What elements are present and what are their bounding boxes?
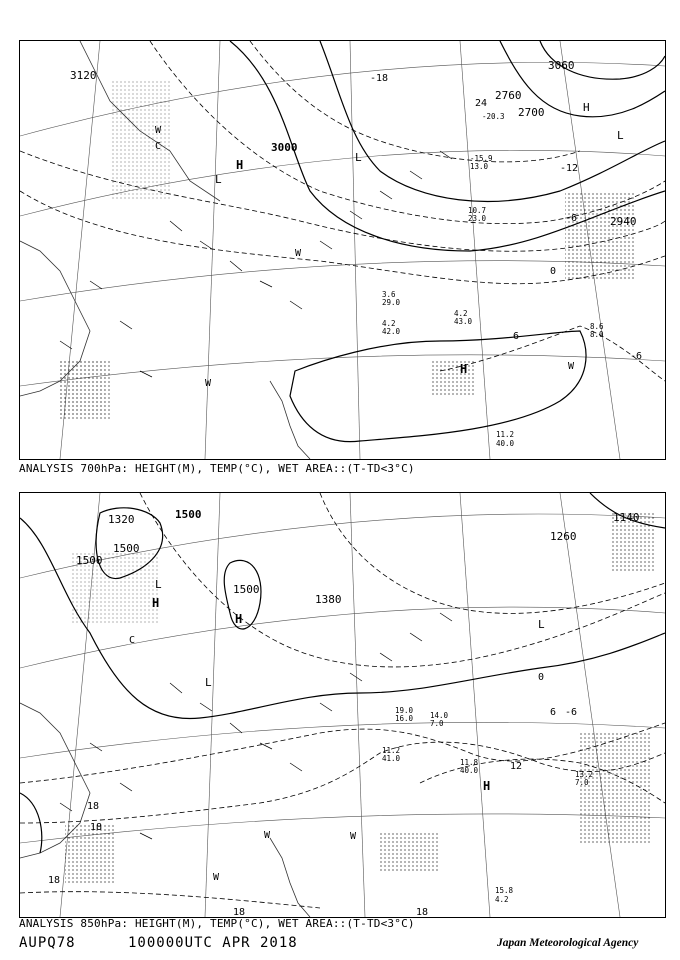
station-value: 29.0: [382, 298, 401, 307]
height-label: 1500: [175, 508, 202, 521]
temp-label: -6: [630, 351, 643, 362]
temp-label: 18: [416, 907, 429, 917]
station-value: 43.0: [454, 317, 473, 326]
temp-label: -6: [565, 213, 578, 224]
station-value: 40.0: [496, 439, 515, 448]
station-value: 19.0: [395, 706, 414, 715]
high-center: H: [236, 158, 244, 172]
warm-mark: W: [213, 872, 220, 883]
station-value: 4.2: [382, 319, 396, 328]
height-label: 1260: [550, 530, 577, 543]
height-label: 2700: [518, 106, 545, 119]
map-panel-700hpa: [19, 40, 666, 460]
station-value: 40.0: [460, 766, 479, 775]
high-center: H: [583, 101, 590, 114]
cold-mark: C: [155, 141, 162, 152]
height-label: 1500: [76, 554, 103, 567]
temp-label: 0: [538, 672, 545, 683]
height-label: 3060: [548, 59, 575, 72]
station-value: 24: [475, 98, 488, 109]
height-labels: [76, 508, 640, 606]
temp-label: -12: [560, 163, 579, 174]
station-value: 23.0: [468, 214, 487, 223]
temp-label: 18: [233, 907, 246, 917]
station-value: 14.0: [430, 711, 449, 720]
low-center: L: [617, 129, 624, 142]
temp-labels: [48, 672, 577, 917]
station-value: 11.2: [496, 430, 515, 439]
temp-label: 18: [87, 801, 100, 812]
station-value: 42.0: [382, 327, 401, 336]
station-value: 7.0: [430, 719, 444, 728]
map-850hpa-drawing: [20, 493, 665, 917]
height-label: 2940: [610, 215, 637, 228]
temp-label: 6: [550, 707, 557, 718]
station-value: 4.2: [454, 309, 468, 318]
caption-850hpa: ANALYSIS 850hPa: HEIGHT(M), TEMP(°C), WET AREA::(T-TD<3°C): [19, 917, 415, 930]
warm-mark: W: [205, 378, 212, 389]
height-label: 1380: [315, 593, 342, 606]
map-700hpa-drawing: [20, 41, 665, 459]
map-panel-850hpa: [19, 492, 666, 918]
height-label: 1140: [613, 511, 640, 524]
station-value: 4.2: [495, 895, 509, 904]
warm-mark: W: [295, 248, 302, 259]
warm-mark: W: [350, 831, 357, 842]
warm-mark: W: [568, 361, 575, 372]
low-center: L: [538, 618, 545, 631]
wet-area-south: [430, 361, 475, 396]
station-value: 7.0: [575, 778, 589, 787]
station-value: 13.0: [470, 162, 489, 171]
height-label: 1500: [233, 583, 260, 596]
station-value: 8.0: [590, 330, 604, 339]
station-value: -15.9: [470, 154, 493, 163]
low-center: L: [215, 173, 222, 186]
high-center: H: [152, 596, 160, 610]
height-label: 1320: [108, 513, 135, 526]
wet-area-south: [380, 833, 440, 873]
high-center: H: [235, 612, 243, 626]
warm-mark: W: [155, 125, 162, 136]
station-value: 15.8: [495, 886, 514, 895]
temp-label: 12: [510, 761, 523, 772]
low-center: L: [155, 578, 162, 591]
wet-area-sw: [60, 361, 105, 416]
warm-mark: W: [264, 830, 271, 841]
station-value: 13.2: [575, 770, 594, 779]
station-value: 16.0: [395, 714, 414, 723]
height-label: 3000: [271, 141, 298, 154]
station-value: 8.6: [590, 322, 604, 331]
wind-barbs: [60, 613, 452, 839]
low-center: L: [355, 151, 362, 164]
caption-700hpa: ANALYSIS 700hPa: HEIGHT(M), TEMP(°C), WET AREA::(T-TD<3°C): [19, 462, 415, 475]
valid-time: 100000UTC APR 2018: [128, 935, 298, 951]
temp-label: -6: [565, 707, 578, 718]
product-code: AUPQ78: [19, 935, 76, 951]
agency-name: Japan Meteorological Agency: [497, 937, 639, 949]
cold-mark: C: [129, 635, 136, 646]
height-label: 3120: [70, 69, 97, 82]
wet-area-se: [580, 733, 650, 843]
temp-label: -18: [370, 73, 389, 84]
station-value: 3.6: [382, 290, 396, 299]
height-label: 2760: [495, 89, 522, 102]
temp-label: 18: [90, 822, 103, 833]
station-value: 11.8: [460, 758, 479, 767]
height-label: 1500: [113, 542, 140, 555]
low-center: L: [205, 676, 212, 689]
station-value: 41.0: [382, 754, 401, 763]
temp-label: 18: [48, 875, 61, 886]
station-value: 11.2: [382, 746, 401, 755]
temp-label: 6: [513, 331, 520, 342]
temp-label: 0: [550, 266, 557, 277]
station-plots: [382, 706, 593, 904]
high-center: H: [483, 779, 491, 793]
high-center: H: [460, 362, 468, 376]
coastline: [20, 703, 310, 917]
station-value: -20.3: [482, 112, 505, 121]
station-value: 10.7: [468, 206, 487, 215]
